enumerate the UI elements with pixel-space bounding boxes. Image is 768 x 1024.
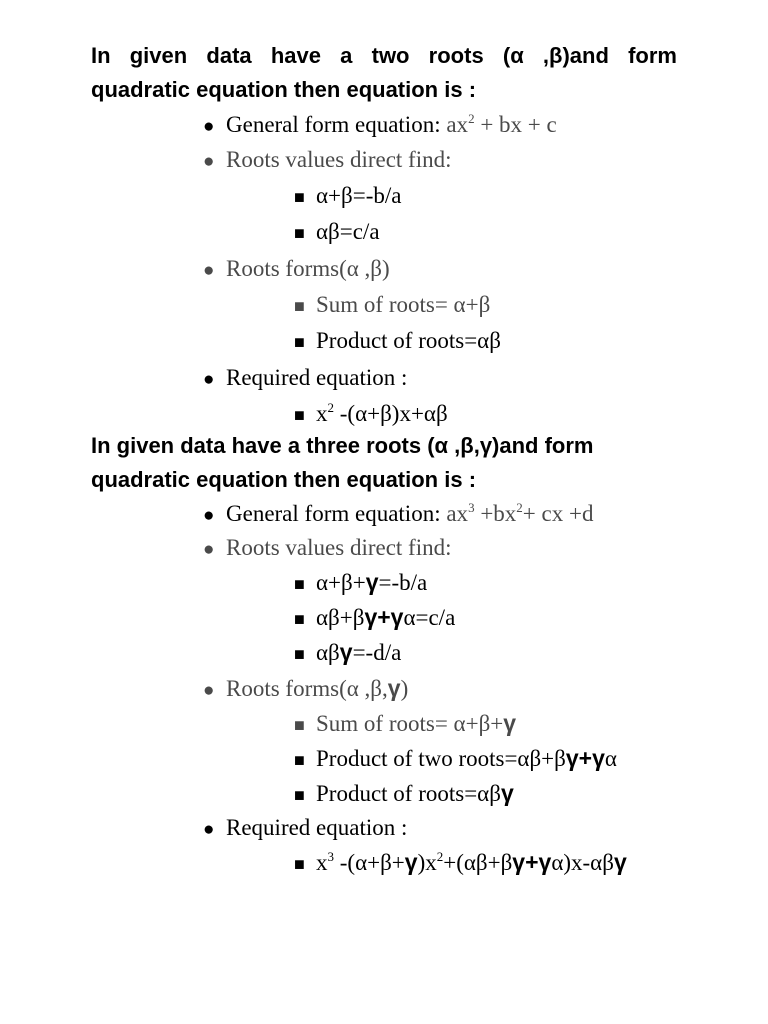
square-icon: ■ bbox=[294, 785, 305, 805]
bullet-icon: ● bbox=[203, 260, 215, 281]
roots-direct-label: Roots values direct find: bbox=[226, 147, 452, 172]
relation-product bbox=[294, 217, 380, 248]
roots-direct-label-2: Roots values direct find: bbox=[226, 535, 452, 560]
square-icon: ■ bbox=[294, 609, 305, 629]
general-form-item bbox=[203, 110, 557, 142]
relation-sum-text-2: α+β+γ=-b/a bbox=[316, 569, 428, 595]
square-icon: ■ bbox=[294, 296, 305, 316]
product-of-roots-text: Product of roots=αβ bbox=[316, 328, 501, 353]
product-of-roots-text-2: Product of roots=αβγ bbox=[316, 780, 514, 806]
relation-product-text: αβ=c/a bbox=[316, 219, 380, 244]
required-equation bbox=[294, 399, 448, 430]
general-form-expr-2: $ax^3 +bx^2+$ cx +d bbox=[446, 500, 594, 526]
relation-product-2 bbox=[294, 637, 401, 669]
product-of-roots bbox=[294, 326, 501, 357]
square-icon: ■ bbox=[294, 750, 305, 770]
sum-of-roots bbox=[294, 290, 490, 321]
bullet-icon: ● bbox=[203, 819, 215, 840]
section2-heading bbox=[91, 429, 651, 497]
relation-sum-text: α+β=-b/a bbox=[316, 183, 402, 208]
section2-heading-line1: In given data have a three roots (α ,β,γ)and form bbox=[91, 433, 594, 458]
roots-forms-label: Roots forms(α ,β) bbox=[226, 256, 390, 281]
bullet-icon: ● bbox=[203, 505, 215, 526]
required-equation-text: $x^2$ -(α+β)x+αβ bbox=[316, 400, 448, 426]
section2-heading-line2: quadratic equation then equation is : bbox=[91, 467, 477, 492]
required-equation-item bbox=[203, 363, 407, 395]
required-equation-2 bbox=[294, 847, 627, 879]
product-of-roots-2 bbox=[294, 778, 514, 810]
sum-of-roots-2 bbox=[294, 708, 516, 740]
roots-direct-item bbox=[203, 145, 452, 177]
square-icon: ■ bbox=[294, 644, 305, 664]
bullet-icon: ● bbox=[203, 680, 215, 701]
section1-heading-line1: In given data have a two roots (α ,β)and form bbox=[91, 43, 677, 68]
bullet-icon: ● bbox=[203, 151, 215, 172]
bullet-icon: ● bbox=[203, 539, 215, 560]
general-form-expr: $ax^2$ + bx + c bbox=[446, 111, 557, 137]
required-equation-item-2 bbox=[203, 813, 407, 845]
relation-pair-product-2 bbox=[294, 602, 455, 634]
required-equation-label-2: Required equation : bbox=[226, 815, 408, 840]
square-icon: ■ bbox=[294, 332, 305, 352]
required-equation-label: Required equation : bbox=[226, 365, 408, 390]
section1-heading-line2: quadratic equation then equation is : bbox=[91, 77, 477, 102]
square-icon: ■ bbox=[294, 574, 305, 594]
section1-heading bbox=[91, 39, 677, 107]
square-icon: ■ bbox=[294, 223, 305, 243]
relation-pair-product-text-2: αβ+βγ+γα=c/a bbox=[316, 604, 456, 630]
roots-forms-item bbox=[203, 254, 390, 286]
bullet-icon: ● bbox=[203, 369, 215, 390]
bullet-icon: ● bbox=[203, 116, 215, 137]
relation-sum bbox=[294, 181, 401, 212]
square-icon: ■ bbox=[294, 854, 305, 874]
relation-sum-2 bbox=[294, 567, 427, 599]
roots-forms-item-2 bbox=[203, 673, 408, 706]
required-equation-text-2: $x^3$ $-(\alpha+\beta+\gamma)x^2+(\alpha\beta+\beta\gamma+\gamma\alpha)x$-αβγ bbox=[316, 849, 627, 875]
square-icon: ■ bbox=[294, 405, 305, 425]
square-icon: ■ bbox=[294, 187, 305, 207]
general-form-item-2 bbox=[203, 499, 593, 531]
square-icon: ■ bbox=[294, 715, 305, 735]
sum-of-roots-text-2: Sum of roots= α+β+γ bbox=[316, 710, 517, 736]
roots-direct-item-2 bbox=[203, 533, 452, 565]
relation-product-text-2: αβγ=-d/a bbox=[316, 639, 402, 665]
product-two-roots-2 bbox=[294, 743, 617, 775]
general-form-label-2: General form equation: bbox=[226, 501, 447, 526]
roots-forms-label-2: Roots forms(α ,β,γ) bbox=[226, 675, 409, 701]
product-two-roots-text-2: Product of two roots=αβ+βγ+γα bbox=[316, 745, 617, 771]
general-form-label: General form equation: bbox=[226, 112, 447, 137]
sum-of-roots-text: Sum of roots= α+β bbox=[316, 292, 491, 317]
